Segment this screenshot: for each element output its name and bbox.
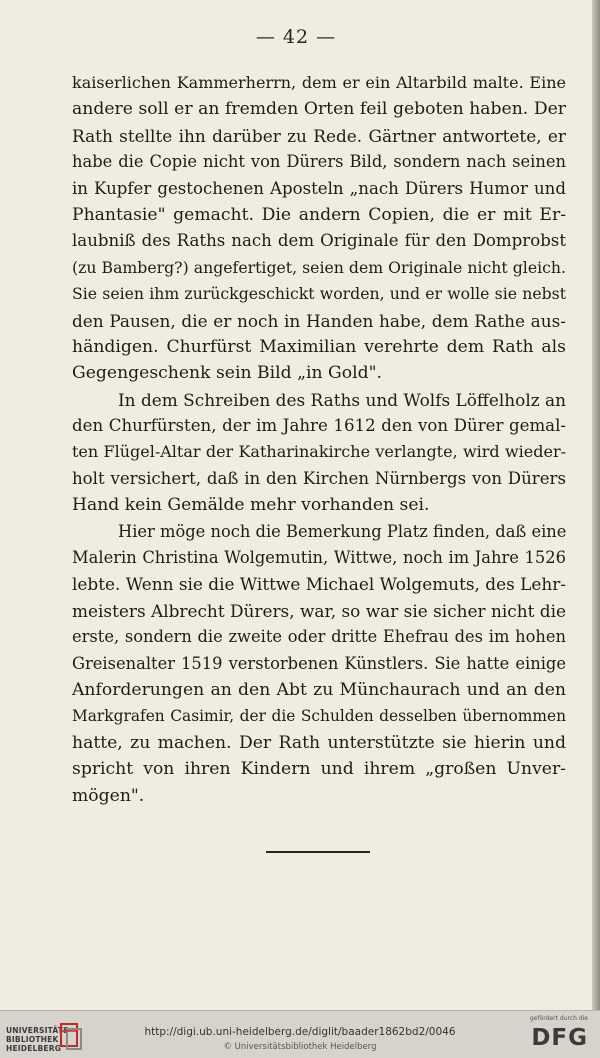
text-line: Hier möge noch die Bemerkung Platz finden, daß eine	[118, 521, 566, 541]
text-line: den Churfürsten, der im Jahre 1612 den von Dürer gemal-	[72, 416, 566, 436]
dfg-logo[interactable]: DFG	[531, 1025, 588, 1051]
section-rule	[266, 851, 370, 853]
text-line: Hand kein Gemälde mehr vorhanden sei.	[72, 495, 430, 516]
text-line: in Kupfer gestochenen Aposteln „nach Dürers Humor und	[72, 178, 566, 198]
text-line: Gegengeschenk sein Bild „in Gold".	[72, 363, 382, 384]
text-line: Markgrafen Casimir, der die Schulden desselben übernommen	[72, 707, 566, 726]
body-text	[72, 70, 566, 809]
text-line: händigen. Churfürst Maximilian verehrte dem Rath als	[72, 336, 566, 357]
page-edge-shadow	[592, 0, 600, 1010]
text-line: mögen".	[72, 785, 145, 806]
text-line: meisters Albrecht Dürers, war, so war sie sicher nicht die	[72, 600, 566, 621]
viewer-footer	[0, 1010, 600, 1058]
text-line: (zu Bamberg?) angefertiget, seien dem Originale nicht gleich.	[72, 257, 566, 277]
text-line: ten Flügel-Altar der Katharinakirche verlangte, wird wieder-	[72, 442, 566, 462]
copyright-notice: © Universitätsbibliothek Heidelberg	[223, 1042, 377, 1052]
page-url-link[interactable]: http://digi.ub.uni-heidelberg.de/diglit/baader1862bd2/0046	[144, 1026, 456, 1038]
text-line: den Pausen, die er noch in Handen habe, dem Rathe aus-	[72, 310, 566, 331]
text-line: holt versichert, daß in den Kirchen Nürnbergs von Dürers	[72, 468, 566, 488]
text-line: Greisenalter 1519 verstorbenen Künstlers. Sie hatte einige	[72, 653, 566, 673]
text-line: andere soll er an fremden Orten feil geboten haben. Der	[72, 99, 566, 120]
text-line: hatte, zu machen. Der Rath unterstützte sie hierin und	[72, 732, 566, 753]
text-line: lebte. Wenn sie die Wittwe Michael Wolgemuts, des Lehr-	[72, 574, 566, 595]
dfg-funding-note: gefördert durch die	[530, 1015, 588, 1022]
text-line: Malerin Christina Wolgemutin, Wittwe, noch im Jahre 1526	[72, 548, 566, 568]
text-line: spricht von ihren Kindern und ihrem „großen Unver-	[72, 759, 566, 780]
text-line: In dem Schreiben des Raths und Wolfs Löffelholz an	[118, 389, 566, 410]
text-line: erste, sondern die zweite oder dritte Ehefrau des im hohen	[72, 627, 566, 647]
text-line: laubniß des Raths nach dem Originale für den Domprobst	[72, 231, 566, 251]
text-line: habe die Copie nicht von Dürers Bild, sondern nach seinen	[72, 152, 566, 172]
text-line: Sie seien ihm zurückgeschickt worden, und er wolle sie nebst	[72, 284, 566, 304]
text-line: Phantasie" gemacht. Die andern Copien, die er mit Er-	[72, 204, 566, 225]
logo-line-2: BIBLIOTHEK	[6, 1035, 59, 1044]
text-line: Anforderungen an den Abt zu Münchaurach und an den	[72, 679, 566, 700]
page-number: — 42 —	[255, 26, 337, 48]
text-line: kaiserlichen Kammerherrn, dem er ein Altarbild malte. Eine	[72, 73, 566, 92]
logo-line-3: HEIDELBERG	[6, 1044, 62, 1053]
text-line: Rath stellte ihn darüber zu Rede. Gärtner antwortete, er	[72, 125, 566, 146]
logo-line-1: UNIVERSITÄTS-	[6, 1026, 73, 1035]
